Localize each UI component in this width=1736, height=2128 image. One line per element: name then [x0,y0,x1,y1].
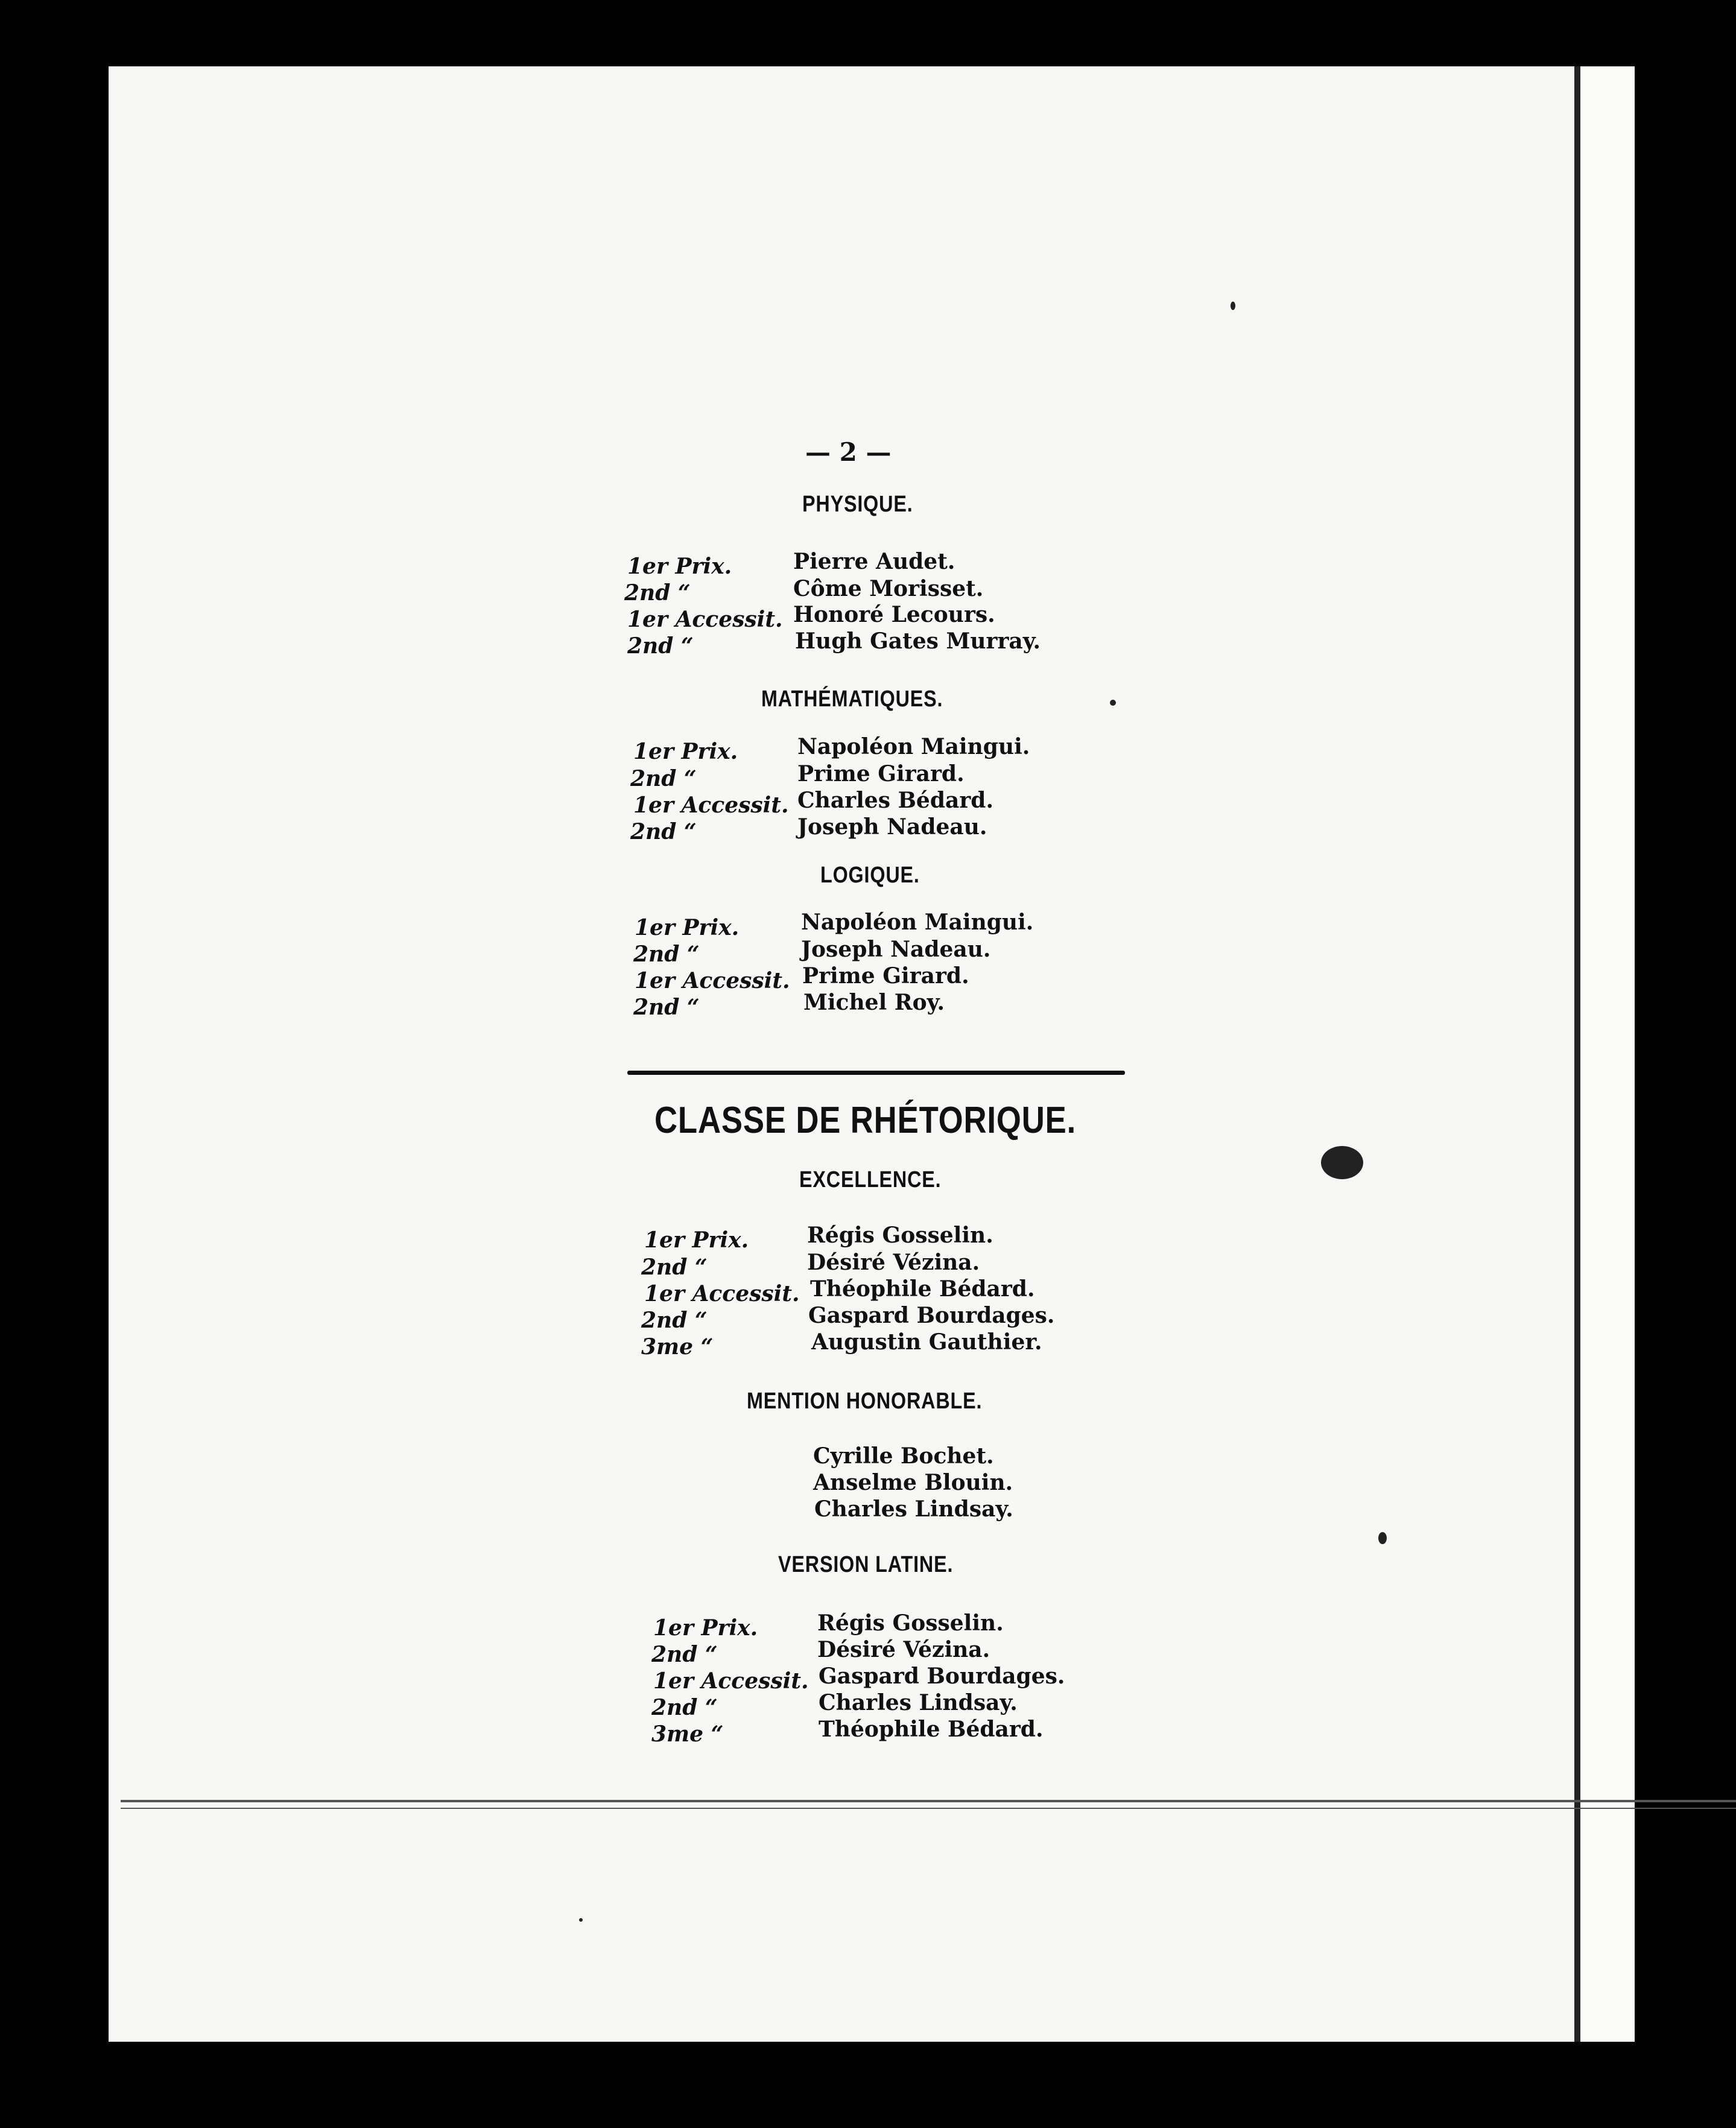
section-title-logique: LOGIQUE. [820,863,920,888]
laureate-name: Théophile Bédard. [810,1276,1035,1302]
award-label: 2nd “ [641,1255,708,1280]
laureate-name: Charles Lindsay. [819,1690,1018,1715]
laureate-name: Désiré Vézina. [817,1637,990,1662]
award-label: 1er Accessit. [635,968,790,993]
award-label: 1er Prix. [653,1615,758,1641]
scanned-page [109,66,1629,2042]
laureate-name: Côme Morisset. [793,576,984,601]
bottom-rule-thin [121,1808,1736,1809]
laureate-name: Honoré Lecours. [793,602,995,627]
award-label: 2nd “ [651,1642,718,1667]
laureate-name: Pierre Audet. [793,549,955,574]
ink-speck [1231,302,1235,310]
laureate-name: Charles Bédard. [797,788,994,813]
award-label: 1er Prix. [644,1227,749,1253]
laureate-name: Michel Roy. [803,990,945,1015]
section-divider [627,1071,1125,1075]
award-label: 2nd “ [641,1308,708,1333]
award-label: 2nd “ [630,819,697,844]
award-label: 3me “ [651,1721,724,1747]
bottom-rule [121,1800,1736,1802]
section-title-excellence: EXCELLENCE. [799,1167,942,1192]
page-number: — 2 — [805,437,892,467]
page-gutter [1574,66,1635,2042]
laureate-name: Théophile Bédard. [819,1717,1044,1742]
award-label: 1er Prix. [633,739,738,764]
award-label: 1er Accessit. [633,793,789,818]
laureate-name: Joseph Nadeau. [797,814,987,840]
ink-speck [1378,1532,1387,1544]
class-title: CLASSE DE RHÉTORIQUE. [654,1100,1077,1141]
section-title-mention-honorable: MENTION HONORABLE. [747,1389,983,1414]
ink-speck [579,1918,583,1922]
laureate-name: Joseph Nadeau. [801,937,991,962]
honorable-name: Charles Lindsay. [814,1496,1013,1522]
award-label: 2nd “ [630,766,697,791]
award-label: 2nd “ [624,580,691,606]
award-label: 1er Prix. [627,554,732,579]
laureate-name: Hugh Gates Murray. [795,629,1041,654]
honorable-name: Anselme Blouin. [813,1470,1013,1495]
laureate-name: Napoléon Maingui. [801,910,1034,935]
award-label: 1er Accessit. [653,1668,809,1694]
award-label: 2nd “ [627,633,694,659]
laureate-name: Augustin Gauthier. [811,1329,1042,1355]
honorable-name: Cyrille Bochet. [813,1443,994,1469]
award-label: 1er Accessit. [644,1281,800,1306]
laureate-name: Prime Girard. [802,963,969,989]
ink-blot [1321,1146,1363,1179]
laureate-name: Régis Gosselin. [807,1223,993,1248]
laureate-name: Gaspard Bourdages. [808,1303,1055,1328]
laureate-name: Régis Gosselin. [817,1610,1004,1636]
laureate-name: Napoléon Maingui. [797,734,1030,759]
award-label: 2nd “ [633,942,700,967]
ink-speck [1110,700,1116,706]
award-label: 2nd “ [651,1695,718,1720]
section-title-mathematiques: MATHÉMATIQUES. [761,686,943,712]
award-label: 1er Prix. [635,915,740,940]
laureate-name: Désiré Vézina. [807,1250,980,1275]
laureate-name: Gaspard Bourdages. [819,1664,1065,1689]
section-title-version-latine: VERSION LATINE. [778,1552,954,1577]
section-title-physique: PHYSIQUE. [802,492,913,517]
laureate-name: Prime Girard. [797,761,965,787]
award-label: 3me “ [641,1334,714,1360]
award-label: 1er Accessit. [627,607,783,632]
award-label: 2nd “ [633,995,700,1020]
